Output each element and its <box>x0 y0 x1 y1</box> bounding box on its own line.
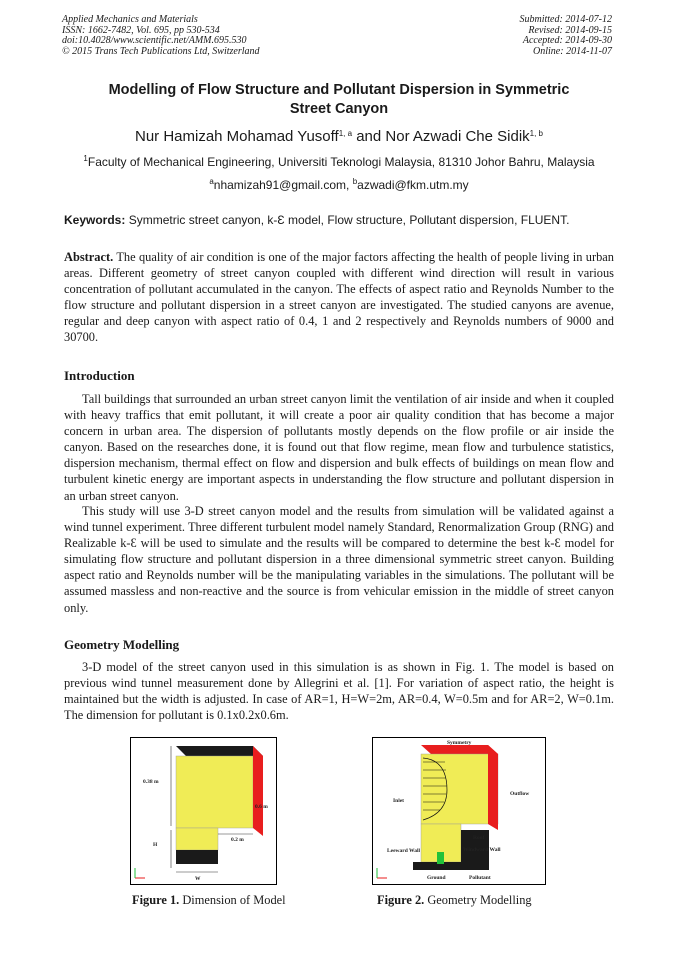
title-line-1: Modelling of Flow Structure and Pollutant Dispersion in Symmetric <box>108 82 570 98</box>
figure-1-caption-label: Figure 1. <box>132 893 180 907</box>
journal-header-right <box>520 15 613 57</box>
figure-2-caption-label: Figure 2. <box>377 893 425 907</box>
label-width-dim: 0.2 m <box>231 837 244 843</box>
journal-header-left <box>62 15 260 57</box>
upper-domain <box>421 754 498 824</box>
figure-1-drawing <box>131 738 276 884</box>
section-heading-introduction: Introduction <box>64 368 135 383</box>
email-list <box>40 178 638 192</box>
base-block <box>176 850 218 864</box>
geometry-paragraph: 3-D model of the street canyon used in this simulation is as shown in Fig. 1. The model is based on previous wind tunnel measurement done by Allegrini et al. [1]. For variation of aspect ratio, the height is maintained but the width is adjusted. In case of AR=1, H=W=2m, AR=0.4, W=0.5m and for AR=2, W=0.1m. The dimension for pollutant is 0.1x0.2x0.6m. <box>64 660 614 723</box>
label-ground: Ground <box>427 875 446 881</box>
keywords-label: Keywords: <box>64 213 126 227</box>
upper-block <box>176 756 253 828</box>
label-outflow: Outflow <box>510 791 530 797</box>
outflow-face <box>488 745 498 830</box>
figure-2-geometry-modelling <box>372 737 546 885</box>
paper-title <box>60 81 618 119</box>
label-windward: Windward Wall <box>463 847 501 853</box>
abstract <box>64 249 614 346</box>
email-b: azwadi@fkm.utm.my <box>357 178 469 192</box>
date-submitted: Submitted: 2014-07-12 <box>519 14 612 25</box>
top-face <box>176 746 263 756</box>
date-revised: Revised: 2014-09-15 <box>528 24 612 36</box>
label-H: H <box>153 842 158 848</box>
label-inlet: Inlet <box>393 798 404 804</box>
journal-doi: doi:10.4028/www.scientific.net/AMM.695.530 <box>62 35 247 47</box>
author-2: Nor Azwadi Che Sidik <box>385 128 530 145</box>
label-pollutant: Pollutant <box>469 875 491 881</box>
abstract-label: Abstract. <box>64 250 114 264</box>
pollutant-source <box>437 852 444 864</box>
journal-copyright: © 2015 Trans Tech Publications Ltd, Switzerland <box>62 45 260 57</box>
keywords-text: Symmetric street canyon, k-Ɛ model, Flow structure, Pollutant dispersion, FLUENT. <box>125 213 570 227</box>
author-list <box>40 128 638 145</box>
figure-2-drawing <box>373 738 545 884</box>
abstract-text: The quality of air condition is one of the major factors affecting the health of people living in urban areas. Different geometry of street canyon coupled with different wind direction will result in various concentration of pollutant accumulated in the canyon. The effects of aspect ratio and Reynolds Number to the flow structure and pollutant dispersion in a street canyon are investigated. The studied canyons are avenue, regular and deep canyon with aspect ratio of 0.4, 1 and 2 respectively and Reynolds numbers of 9000 and 30700. <box>64 250 614 345</box>
date-accepted: Accepted: 2014-09-30 <box>522 35 612 47</box>
keywords <box>64 213 624 227</box>
figure-1-caption <box>132 893 286 908</box>
ground-block <box>413 862 489 870</box>
journal-issn: ISSN: 1662-7482, Vol. 695, pp 530-534 <box>62 24 220 36</box>
label-top-height: 0.38 m <box>143 779 159 785</box>
section-heading-geometry: Geometry Modelling <box>64 637 180 652</box>
introduction-paragraph-1: Tall buildings that surrounded an urban street canyon limit the ventilation of air inside and when it coupled with heavy traffics that emit pollutant, it will create a poor air quality condition that has become a major concern in urban area. The dispersion of pollutants mostly depends on the flow profile or air inside the canyon. Based on the researches done, it is found out that flow regime, mean flow and turbulence statistics, dispersion mechanism, thermal effect on flow and dispersion and bulk effects of buildings on mean flow and turbulent kinetic energy are important aspects in understanding the flow structure and pollutant dispersion in an urban street canyon. <box>64 392 614 503</box>
label-side: 0.6 m <box>255 804 268 810</box>
affiliation <box>40 155 638 169</box>
label-roof: Roof <box>473 835 485 841</box>
symmetry-face <box>421 745 498 754</box>
author-conjunction: and <box>352 128 386 145</box>
affiliation-number: 1 <box>83 154 88 163</box>
email-a: nhamizah91@gmail.com, <box>213 178 353 192</box>
figure-2-caption <box>377 893 532 908</box>
side-face-red <box>253 746 263 836</box>
title-line-2: Street Canyon <box>289 101 389 117</box>
figure-1-model-dimension <box>130 737 277 885</box>
email-b-marker: b <box>352 177 358 186</box>
figure-2-caption-text: Geometry Modelling <box>424 893 532 907</box>
lower-block <box>176 828 218 850</box>
figure-1-caption-text: Dimension of Model <box>179 893 286 907</box>
introduction-paragraph-2: This study will use 3-D street canyon model and the results from simulation will be validated against a wind tunnel experiment. Three different turbulent model namely Standard, Renormalization Group (RNG) and Realizable k-Ɛ will be used to simulate and the results will be compared to determine the best k-Ɛ model for simulating flow structure and pollutant dispersion in a three dimensional symmetric street canyon. Building aspect ratio and Reynolds number will be the manipulating variables in the simulations. The pollutant will be assumed massless and non-reactive and the source is from vehicular emission in the middle of street canyon only. <box>64 504 614 615</box>
journal-name: Applied Mechanics and Materials <box>62 14 198 25</box>
affiliation-text: Faculty of Mechanical Engineering, Universiti Teknologi Malaysia, 81310 Johor Bahru, Malaysia <box>87 155 595 169</box>
author-1: Nur Hamizah Mohamad Yusoff <box>134 128 339 145</box>
date-online: Online: 2014-11-07 <box>533 45 612 57</box>
author-2-affil: 1, b <box>529 129 543 138</box>
author-1-affil: 1, a <box>338 129 353 138</box>
email-a-marker: a <box>209 177 214 186</box>
label-symmetry: Symmetry <box>447 740 472 746</box>
label-leeward: Leeward Wall <box>387 848 421 854</box>
label-W: W <box>195 876 201 882</box>
